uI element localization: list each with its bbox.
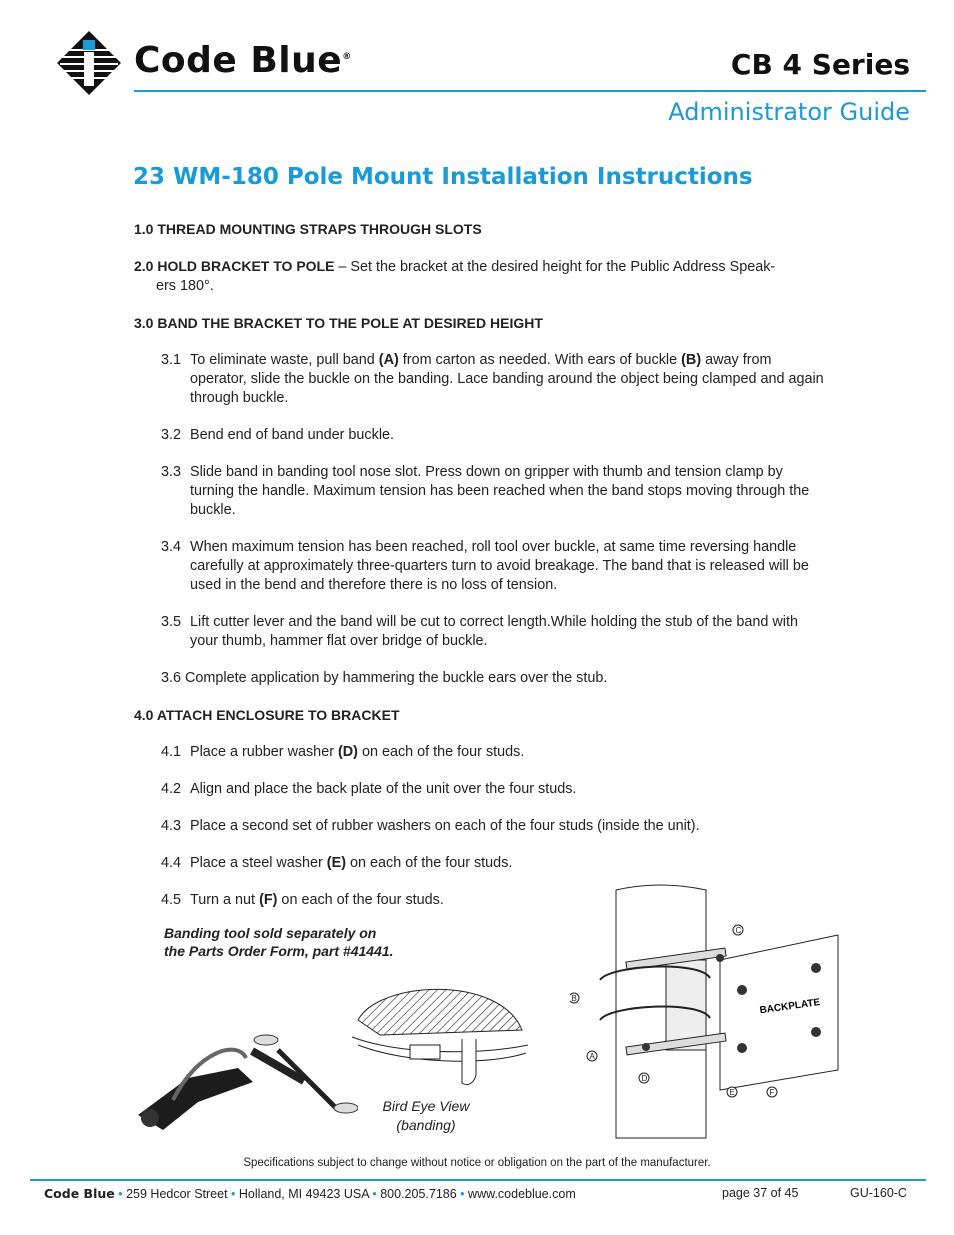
bird-eye-view-illustration xyxy=(350,975,530,1090)
instructions xyxy=(134,220,826,928)
header-divider xyxy=(134,90,926,92)
step-4-heading: 4.0 ATTACH ENCLOSURE TO BRACKET xyxy=(134,707,400,723)
section-title: 23 WM-180 Pole Mount Installation Instructions xyxy=(133,164,753,190)
step-3-5: 3.5 Lift cutter lever and the band will be cut to correct length.While holding the stub of the band with your thumb, hammer flat over bridge of buckle. xyxy=(161,614,798,649)
pole-mount-diagram xyxy=(570,880,850,1140)
backplate-label: BACKPLATE xyxy=(758,996,821,1017)
website-link[interactable]: www.codeblue.com xyxy=(468,1187,576,1201)
step-1-heading: 1.0 THREAD MOUNTING STRAPS THROUGH SLOTS xyxy=(134,221,482,237)
step-4-3: 4.3 Place a second set of rubber washers on each of the four studs (inside the unit). xyxy=(161,818,700,834)
banding-tool-note: Banding tool sold separately on the Parts Order Form, part #41441. xyxy=(164,925,394,959)
callout-c: C xyxy=(735,926,742,935)
page-number: page 37 of 45 xyxy=(722,1186,799,1200)
banding-tool-illustration xyxy=(128,1030,358,1140)
step-3-6: 3.6 Complete application by hammering the buckle ears over the stub. xyxy=(161,670,608,686)
footer-contact: Code Blue • 259 Hedcor Street • Holland, MI 49423 USA • 800.205.7186 • www.codeblue.com xyxy=(44,1186,576,1201)
step-4-1: 4.1 Place a rubber washer (D) on each of the four studs. xyxy=(161,744,525,760)
bird-eye-caption: Bird Eye View (banding) xyxy=(382,1098,470,1133)
callout-b: B xyxy=(571,994,577,1003)
step-4-2: 4.2 Align and place the back plate of the unit over the four studs. xyxy=(161,781,577,797)
step-3-3: 3.3 Slide band in banding tool nose slot. Press down on gripper with thumb and tension clamp by turning the handle. Maximum tension has been reached when the band stops moving through the buckle. xyxy=(161,464,810,518)
callout-f: F xyxy=(769,1088,775,1097)
code-blue-logo-icon xyxy=(56,30,122,96)
step-2: 2.0 HOLD BRACKET TO POLE – Set the bracket at the desired height for the Public Address Speak- ers 180°. xyxy=(134,258,776,294)
footer-divider xyxy=(30,1179,926,1181)
callout-d: D xyxy=(641,1074,648,1083)
step-3-1: 3.1 To eliminate waste, pull band (A) from carton as needed. With ears of buckle (B) away from operator, slide the buckle on the banding. Lace banding around the object being clamped and again through buckle. xyxy=(161,352,824,406)
step-3-4: 3.4 When maximum tension has been reached, roll tool over buckle, at same time reversing handle carefully at approximately three-quarters turn to avoid breakage. The band that is released will be used in the bend and therefore there is no loss of tension. xyxy=(161,539,809,593)
step-3-heading: 3.0 BAND THE BRACKET TO THE POLE AT DESIRED HEIGHT xyxy=(134,315,543,331)
series-title: CB 4 Series xyxy=(730,48,910,81)
callout-a: A xyxy=(589,1052,595,1061)
step-4-5: 4.5 Turn a nut (F) on each of the four studs. xyxy=(161,892,444,908)
guide-subtitle: Administrator Guide xyxy=(668,98,910,126)
brand-logo-text: Code Blue® xyxy=(134,40,352,81)
step-3-2: 3.2 Bend end of band under buckle. xyxy=(161,427,395,443)
callout-e: E xyxy=(729,1088,735,1097)
step-4-4: 4.4 Place a steel washer (E) on each of the four studs. xyxy=(161,855,513,871)
disclaimer: Specifications subject to change without notice or obligation on the part of the manufacturer. xyxy=(243,1157,711,1169)
document-id: GU-160-C xyxy=(850,1186,907,1200)
